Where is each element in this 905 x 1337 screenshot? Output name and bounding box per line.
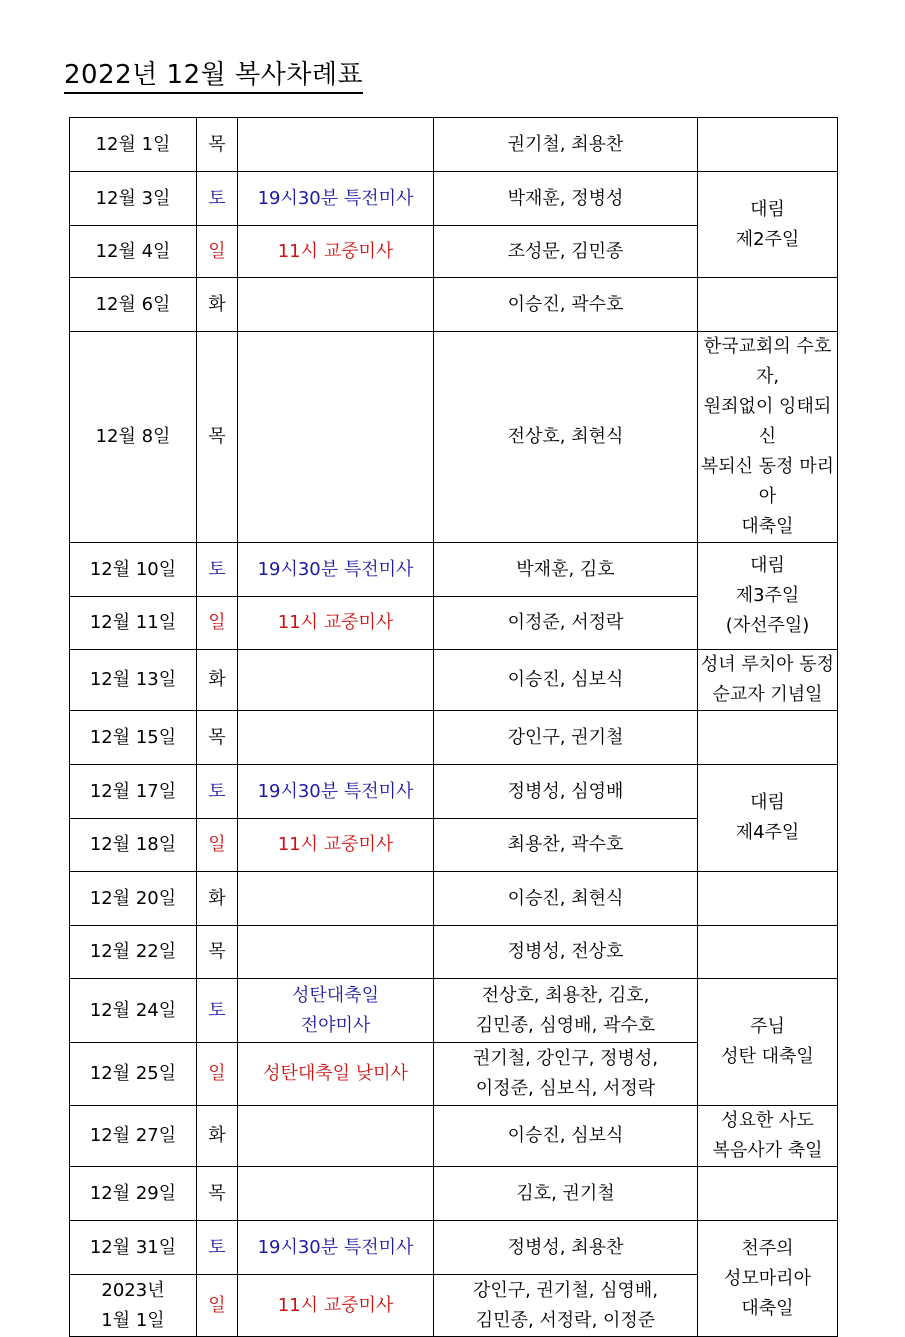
day-cell: 목 (197, 926, 238, 979)
date-cell: 12월 17일 (70, 765, 197, 819)
table-row (70, 650, 838, 711)
mass-cell (238, 332, 434, 543)
table-row (70, 1221, 838, 1275)
mass-cell: 19시30분 특전미사 (238, 765, 434, 819)
mass-cell: 11시 교중미사 (238, 1275, 434, 1337)
servers-cell: 이승진, 곽수호 (434, 278, 698, 332)
note-line: 제3주일 (735, 585, 800, 606)
note-cell (698, 1167, 838, 1221)
mass-cell (238, 979, 434, 1043)
note-cell (698, 1221, 838, 1337)
table-row (70, 1106, 838, 1167)
servers-line: 이정준, 심보식, 서정락 (475, 1078, 656, 1099)
mass-cell: 11시 교중미사 (238, 819, 434, 872)
note-line: 성탄 대축일 (721, 1046, 814, 1067)
servers-cell: 이승진, 심보식 (434, 1106, 698, 1167)
note-line: 성녀 루치아 동정 (700, 654, 835, 675)
mass-cell (238, 711, 434, 765)
note-line: 대림 (750, 555, 785, 576)
note-line: 순교자 기념일 (712, 684, 823, 705)
day-cell: 목 (197, 118, 238, 172)
date-line: 2023년 (101, 1279, 165, 1301)
mass-cell (238, 650, 434, 711)
day-cell: 토 (197, 765, 238, 819)
servers-line: 전상호, 최용찬, 김호, (481, 984, 650, 1006)
servers-cell: 전상호, 최현식 (434, 332, 698, 543)
date-cell: 12월 20일 (70, 872, 197, 926)
note-cell (698, 278, 838, 332)
mass-line: 성탄대축일 (292, 984, 379, 1006)
day-cell: 화 (197, 650, 238, 711)
table-row (70, 926, 838, 979)
day-cell: 일 (197, 819, 238, 872)
note-line: 제4주일 (735, 822, 800, 843)
date-cell: 12월 10일 (70, 543, 197, 597)
mass-cell (238, 1167, 434, 1221)
mass-cell: 19시30분 특전미사 (238, 543, 434, 597)
servers-cell: 권기철, 최용찬 (434, 118, 698, 172)
note-line: 대축일 (741, 1297, 794, 1319)
note-line: 성요한 사도 (721, 1110, 814, 1131)
mass-cell (238, 926, 434, 979)
mass-cell (238, 1106, 434, 1167)
date-cell: 12월 27일 (70, 1106, 197, 1167)
servers-cell: 강인구, 권기철 (434, 711, 698, 765)
day-cell: 목 (197, 332, 238, 543)
servers-cell: 정병성, 최용찬 (434, 1221, 698, 1275)
note-cell (698, 926, 838, 979)
mass-cell (238, 872, 434, 926)
date-cell: 12월 13일 (70, 650, 197, 711)
date-cell: 12월 3일 (70, 172, 197, 226)
servers-cell: 이승진, 심보식 (434, 650, 698, 711)
note-cell (698, 118, 838, 172)
date-cell: 12월 25일 (70, 1043, 197, 1106)
page-title: 2022년 12월 복사차례표 (64, 60, 363, 94)
date-cell: 12월 18일 (70, 819, 197, 872)
note-line: 원죄없이 잉태되신 (703, 396, 832, 447)
mass-cell: 19시30분 특전미사 (238, 172, 434, 226)
note-cell (698, 172, 838, 278)
note-cell (698, 1106, 838, 1167)
note-line: 성모마리아 (724, 1267, 811, 1289)
note-line: 대림 (750, 198, 785, 220)
date-cell: 12월 31일 (70, 1221, 197, 1275)
servers-line: 김민종, 심영배, 곽수호 (475, 1014, 656, 1036)
servers-line: 강인구, 권기철, 심영배, (472, 1279, 659, 1301)
table-row (70, 278, 838, 332)
note-cell (698, 979, 838, 1106)
date-cell: 12월 4일 (70, 226, 197, 278)
day-cell: 화 (197, 872, 238, 926)
date-cell: 12월 22일 (70, 926, 197, 979)
note-line: 한국교회의 수호자, (703, 336, 832, 387)
date-cell (70, 1275, 197, 1337)
date-cell: 12월 11일 (70, 597, 197, 650)
day-cell: 토 (197, 543, 238, 597)
mass-cell (238, 118, 434, 172)
mass-cell: 19시30분 특전미사 (238, 1221, 434, 1275)
mass-cell (238, 278, 434, 332)
note-line: 주님 (750, 1016, 785, 1037)
servers-cell (434, 1275, 698, 1337)
servers-cell: 박재훈, 김호 (434, 543, 698, 597)
servers-cell (434, 979, 698, 1043)
table-row (70, 1167, 838, 1221)
note-cell (698, 711, 838, 765)
servers-line: 권기철, 강인구, 정병성, (472, 1048, 659, 1069)
mass-cell: 11시 교중미사 (238, 597, 434, 650)
table-row (70, 765, 838, 819)
table-row (70, 543, 838, 597)
note-line: 대림 (750, 792, 785, 813)
date-line: 1월 1일 (101, 1309, 165, 1331)
servers-cell: 이승진, 최현식 (434, 872, 698, 926)
note-line: 복되신 동정 마리아 (700, 456, 835, 507)
table-row (70, 711, 838, 765)
servers-cell: 정병성, 전상호 (434, 926, 698, 979)
table-row (70, 979, 838, 1043)
mass-cell: 11시 교중미사 (238, 226, 434, 278)
note-cell (698, 332, 838, 543)
mass-cell: 성탄대축일 낮미사 (238, 1043, 434, 1106)
servers-cell: 이정준, 서정락 (434, 597, 698, 650)
day-cell: 토 (197, 172, 238, 226)
servers-cell: 최용찬, 곽수호 (434, 819, 698, 872)
day-cell: 목 (197, 711, 238, 765)
note-line: 대축일 (741, 516, 794, 537)
schedule-table (69, 117, 838, 1337)
note-cell (698, 650, 838, 711)
note-line: 제2주일 (735, 228, 800, 250)
day-cell: 토 (197, 1221, 238, 1275)
note-cell (698, 543, 838, 650)
day-cell: 일 (197, 226, 238, 278)
day-cell: 토 (197, 979, 238, 1043)
day-cell: 화 (197, 1106, 238, 1167)
note-line: (자선주일) (725, 615, 810, 636)
servers-line: 김민종, 서정락, 이정준 (475, 1309, 656, 1331)
servers-cell (434, 1043, 698, 1106)
day-cell: 일 (197, 1043, 238, 1106)
servers-cell: 정병성, 심영배 (434, 765, 698, 819)
note-line: 천주의 (741, 1237, 794, 1259)
table-row (70, 872, 838, 926)
date-cell: 12월 6일 (70, 278, 197, 332)
day-cell: 일 (197, 1275, 238, 1337)
note-cell (698, 872, 838, 926)
table-row (70, 172, 838, 226)
note-line: 복음사가 축일 (712, 1140, 823, 1161)
date-cell: 12월 15일 (70, 711, 197, 765)
date-cell: 12월 8일 (70, 332, 197, 543)
date-cell: 12월 29일 (70, 1167, 197, 1221)
servers-cell: 박재훈, 정병성 (434, 172, 698, 226)
table-row (70, 118, 838, 172)
date-cell: 12월 1일 (70, 118, 197, 172)
day-cell: 화 (197, 278, 238, 332)
mass-line: 전야미사 (300, 1014, 371, 1036)
servers-cell: 김호, 권기철 (434, 1167, 698, 1221)
day-cell: 일 (197, 597, 238, 650)
servers-cell: 조성문, 김민종 (434, 226, 698, 278)
day-cell: 목 (197, 1167, 238, 1221)
date-cell: 12월 24일 (70, 979, 197, 1043)
note-cell (698, 765, 838, 872)
table-row (70, 332, 838, 543)
